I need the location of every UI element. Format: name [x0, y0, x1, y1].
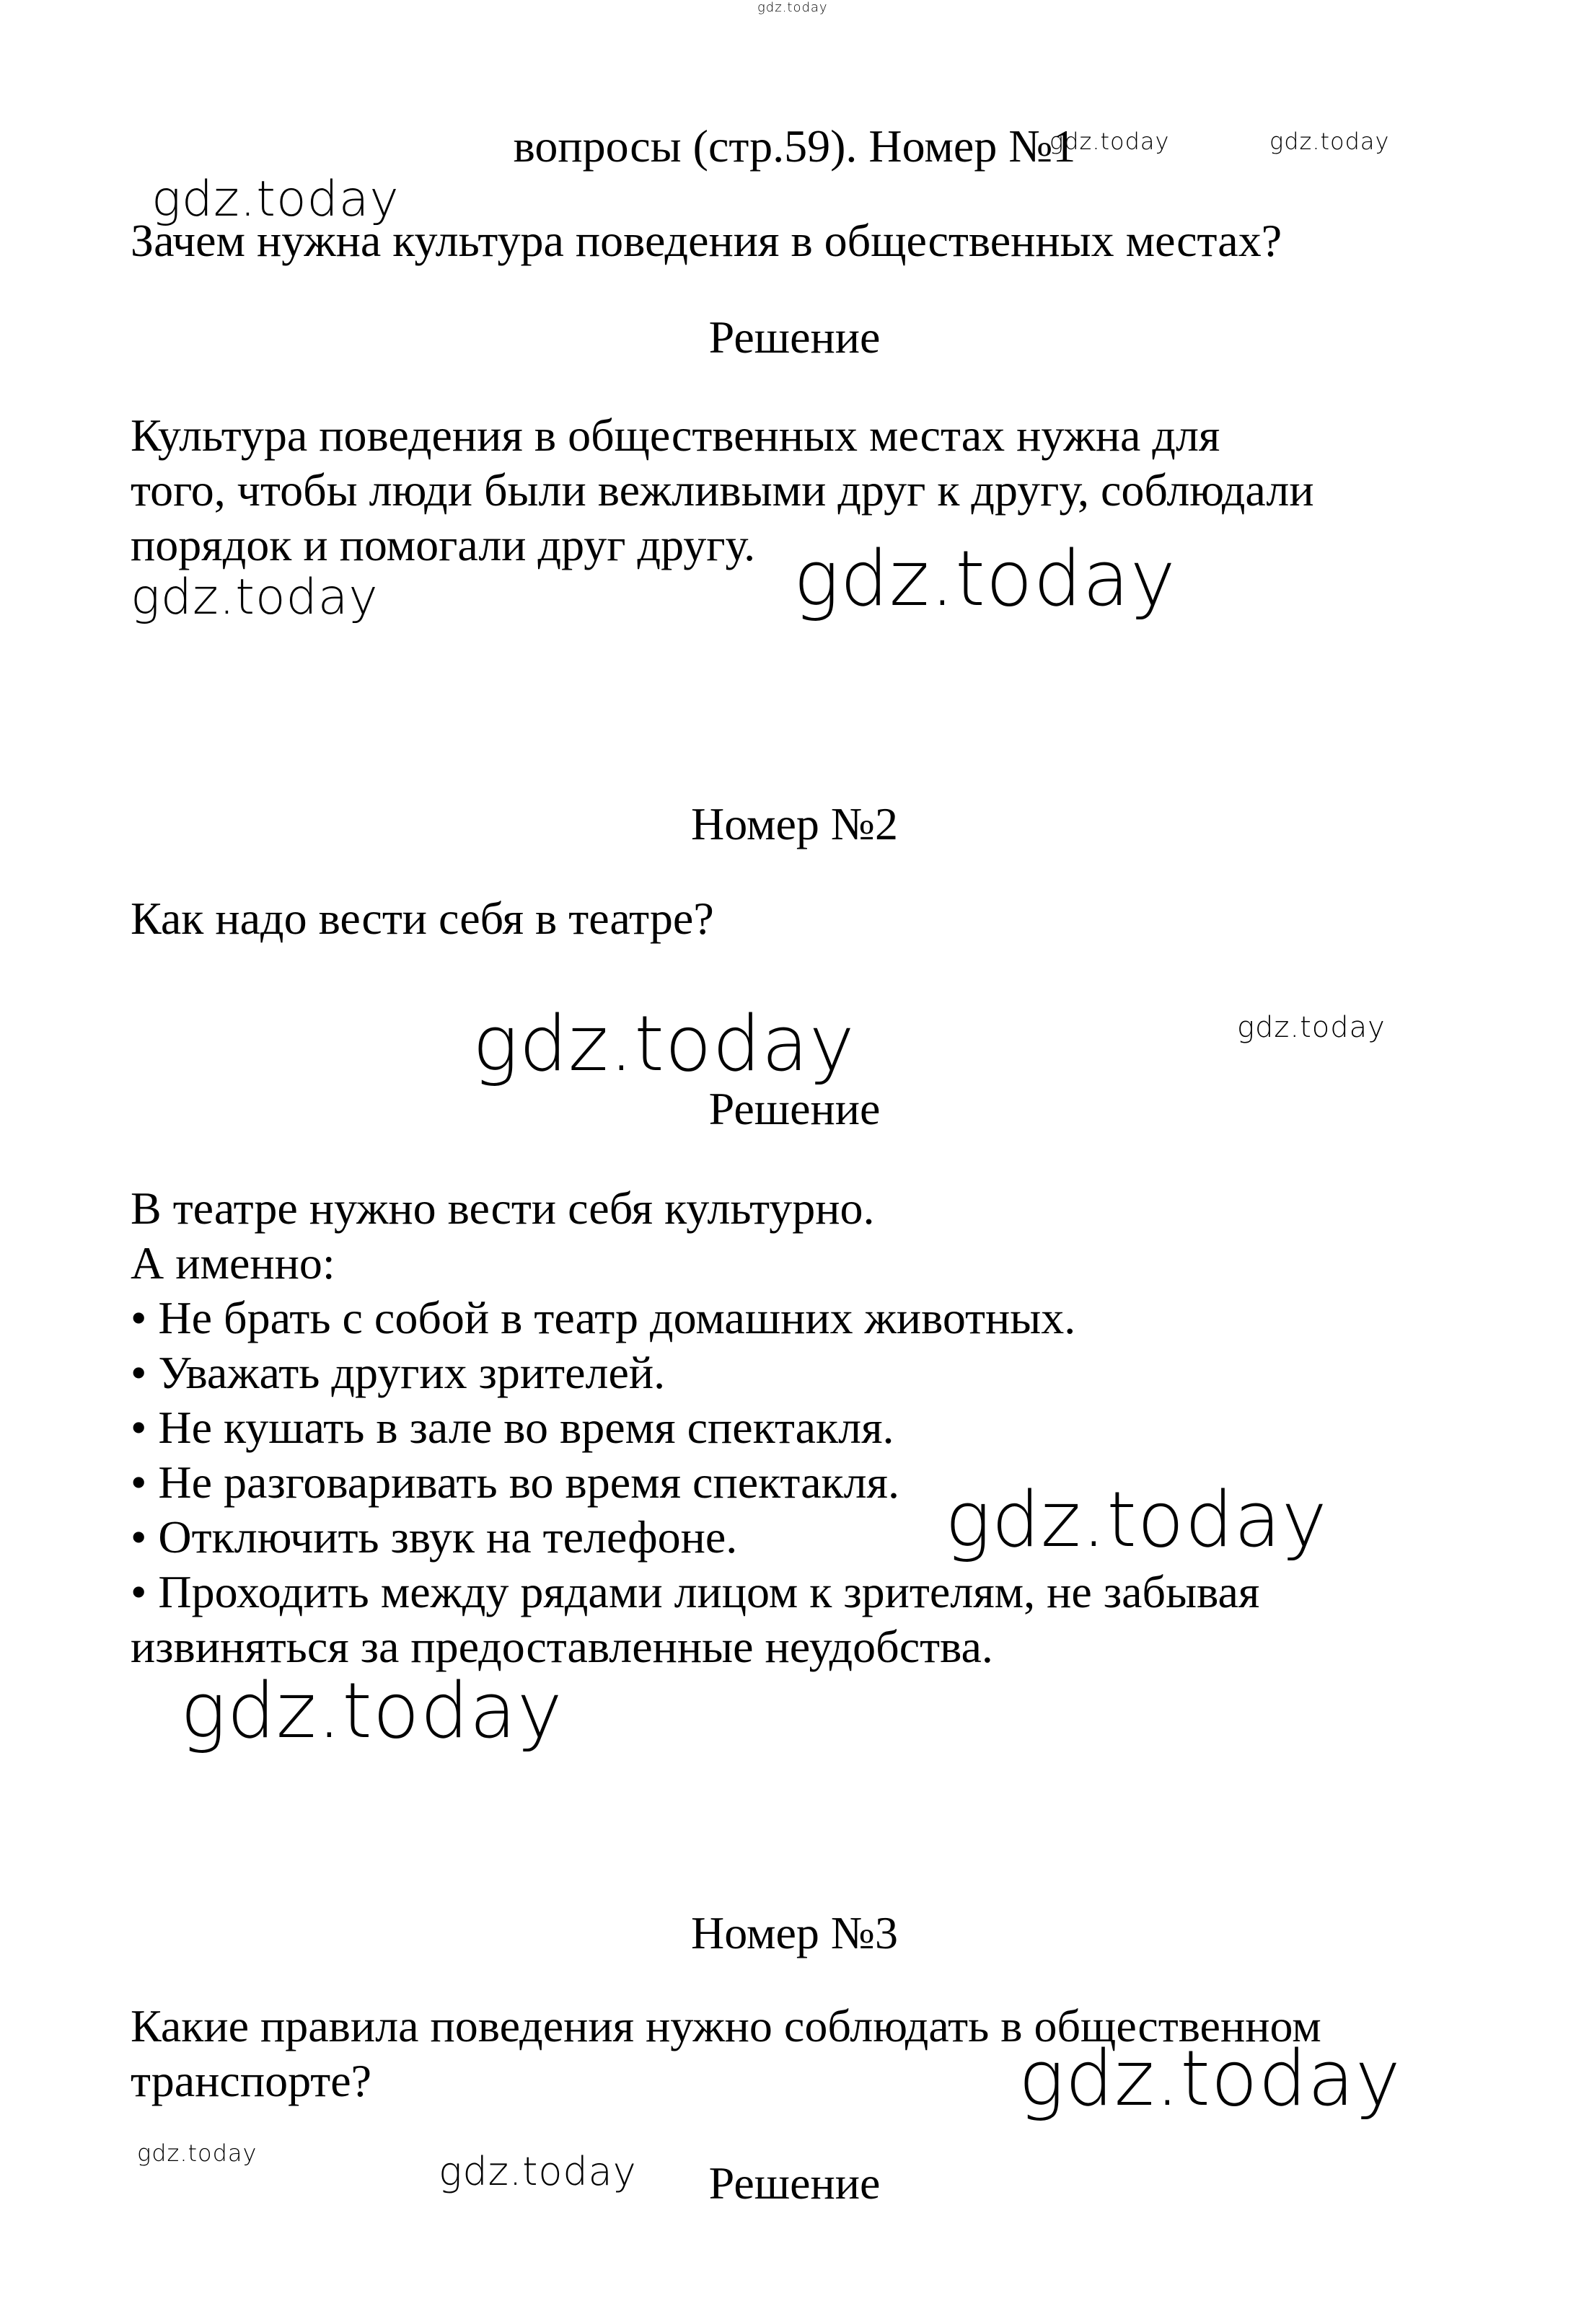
- watermark: gdz.today: [151, 171, 400, 228]
- answer-line: А именно:: [131, 1237, 335, 1289]
- question-line: Какие правила поведения нужно соблюдать в общественном: [131, 2000, 1321, 2051]
- answer-line: извиняться за предоставленные неудобства.: [131, 1621, 993, 1672]
- answer-list-item: • Отключить звук на телефоне.: [131, 1511, 738, 1563]
- answer-line: того, чтобы люди были вежливыми друг к другу, соблюдали: [131, 464, 1314, 516]
- answer-line: Культура поведения в общественных местах нужна для: [131, 410, 1220, 461]
- watermark: gdz.today: [439, 2149, 637, 2194]
- question-2-answer: [131, 1181, 1458, 1674]
- answer-line: В театре нужно вести себя культурно.: [131, 1183, 875, 1234]
- watermark: gdz.today: [1237, 1011, 1386, 1044]
- answer-list-item: • Не кушать в зале во время спектакля.: [131, 1402, 894, 1453]
- answer-list-item: • Не брать с собой в театр домашних животных.: [131, 1292, 1076, 1343]
- question-1-text: Зачем нужна культура поведения в общественных местах?: [131, 215, 1282, 266]
- question-line: транспорте?: [131, 2055, 371, 2106]
- watermark: gdz.today: [793, 534, 1176, 623]
- answer-list-item: • Не разговаривать во время спектакля.: [131, 1457, 899, 1508]
- question-1-solution-label: Решение: [708, 312, 881, 363]
- answer-line: порядок и помогали друг другу.: [131, 519, 756, 570]
- watermark: gdz.today: [472, 999, 855, 1088]
- question-2-heading: Номер №2: [691, 798, 898, 849]
- question-2-text: Как надо вести себя в театре?: [131, 893, 714, 944]
- watermark: gdz.today: [137, 2139, 258, 2167]
- watermark: gdz.today: [1269, 128, 1390, 155]
- question-3-solution-label: Решение: [708, 2157, 881, 2209]
- watermark: gdz.today: [1049, 128, 1170, 155]
- page-title: вопросы (стр.59). Номер №1: [513, 120, 1076, 172]
- watermark: gdz.today: [945, 1475, 1328, 1564]
- watermark: gdz.today: [180, 1666, 563, 1755]
- answer-list-item: • Уважать других зрителей.: [131, 1347, 666, 1398]
- watermark: gdz.today: [131, 569, 379, 626]
- question-3-heading: Номер №3: [691, 1907, 898, 1958]
- watermark: gdz.today: [1018, 2034, 1401, 2123]
- answer-list-item: • Проходить между рядами лицом к зрителям, не забывая: [131, 1566, 1260, 1617]
- question-2-solution-label: Решение: [708, 1083, 881, 1134]
- watermark: gdz.today: [757, 0, 828, 15]
